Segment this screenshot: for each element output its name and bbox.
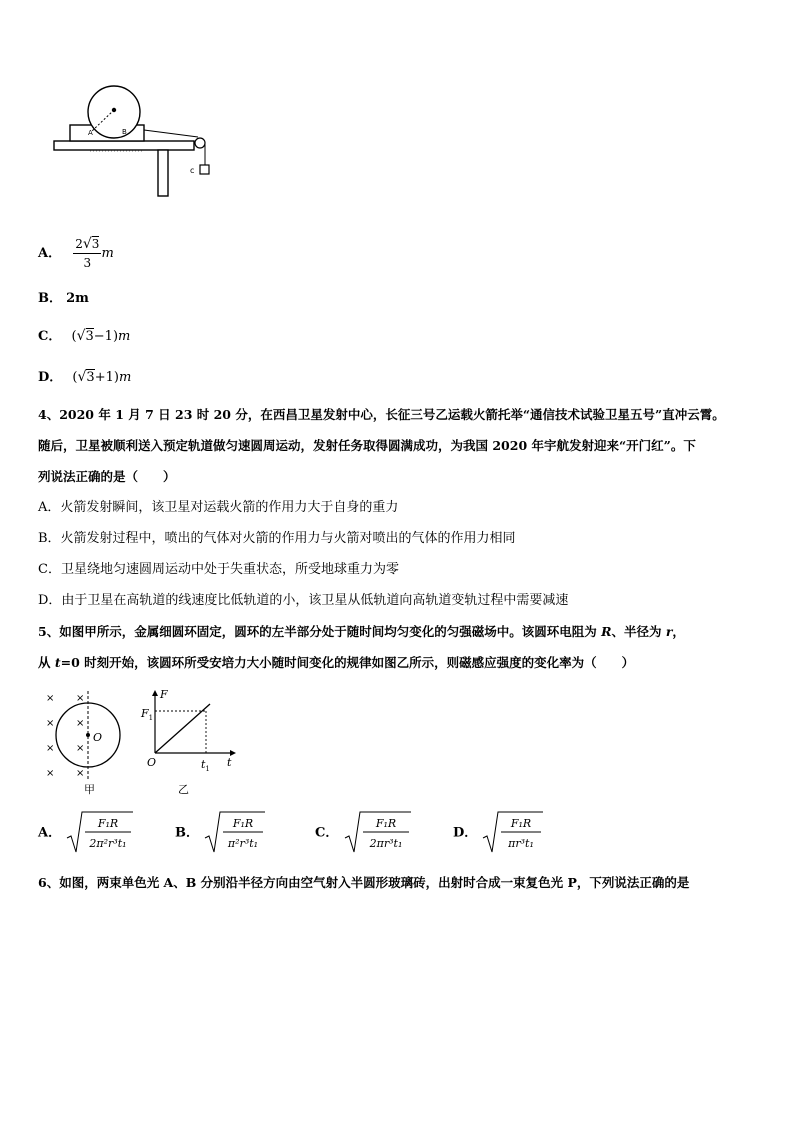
figure-yi [140,688,240,798]
caption-yi: 乙 [178,783,189,796]
cross-mark: × [46,743,55,754]
q4-line-2: 随后，卫星被顺利送入预定轨道做匀速圆周运动，发射任务取得圆满成功，为我国 2020 年宇航发射迎来“开门红”。下 [38,438,696,453]
q4-option-b[interactable]: B．火箭发射过程中，喷出的气体对火箭的作用力与火箭对喷出的气体的作用力相同 [38,531,516,546]
svg-text:πr³t₁: πr³t₁ [508,837,535,850]
svg-text:F₁R: F₁R [232,817,254,830]
cross-mark: × [46,768,55,779]
radical-sign [65,810,135,856]
figure-jia [40,688,135,798]
cross-mark: × [76,693,85,704]
label-c: c [190,166,195,175]
svg-text:2π²r³t₁: 2π²r³t₁ [89,837,127,850]
q4-line-3: 列说法正确的是（ ） [38,469,176,484]
q5-option-a[interactable]: A． F₁R 2π²r³t₁ [38,810,135,860]
cross-mark: × [76,743,85,754]
q5-option-c[interactable]: C． F₁R 2πr³t₁ [315,810,413,860]
q3-option-c[interactable]: C． (√3−1)m [38,328,131,344]
origin-label: O [147,756,157,769]
q5-line-1: 5、如图甲所示，金属细圆环固定，圆环的左半部分处于随时间均匀变化的匀强磁场中。该圆环电阻为 R、半径为 r， [38,624,685,639]
fraction: $\frac{2√3}{3}$ [75,236,100,270]
cross-mark: × [76,768,85,779]
q4-option-c[interactable]: C．卫星绕地匀速圆周运动中处于失重状态，所受地球重力为零 [38,562,399,577]
q3-option-d[interactable]: D． (√3+1)m [38,369,132,385]
pulley-cylinder-figure [50,85,220,200]
q4-option-d[interactable]: D．由于卫星在高轨道的线速度比低轨道的小，该卫星从低轨道向高轨道变轨过程中需要减速 [38,593,569,608]
q4-line-1: 4、2020 年 1 月 7 日 23 时 20 分，在西昌卫星发射中心，长征三号乙运载火箭托举“通信技术试验卫星五号”直冲云霄。 [38,407,725,422]
tick-label-f1: $F_1$ [141,707,154,722]
svg-text:F₁R: F₁R [375,817,396,830]
axis-label-t: t [227,756,232,769]
center-label: O [93,731,103,744]
svg-text:F₁R: F₁R [98,817,119,830]
cross-mark: × [46,693,55,704]
q5-option-b[interactable]: B． F₁R π²r³t₁ [175,810,267,860]
q6-line-1: 6、如图，两束单色光 A、B 分别沿半径方向由空气射入半圆形玻璃砖，出射时合成一束复色光 P，下列说法正确的是 [38,875,690,890]
cross-mark: × [46,718,55,729]
svg-text:π²r³t₁: π²r³t₁ [228,837,259,850]
svg-text:F₁R: F₁R [511,817,532,830]
cross-mark: × [76,718,85,729]
q3-option-a[interactable]: A． $\frac{2√3}{3}$ m [38,236,114,270]
radical-sign [343,810,413,856]
svg-text:B: B [122,128,127,136]
radical-sign [481,810,545,856]
q5-option-d[interactable]: D． F₁R πr³t₁ [453,810,545,860]
q5-line-2: 从 t=0 时刻开始，该圆环所受安培力大小随时间变化的规律如图乙所示，则磁感应强度的变化率为（ ） [38,655,635,670]
svg-text:2πr³t₁: 2πr³t₁ [369,837,402,850]
tick-label-t1: $t_1$ [201,758,210,773]
axis-label-f: F [160,688,168,701]
q3-option-b[interactable]: B． 2m [38,291,89,306]
q4-option-a[interactable]: A．火箭发射瞬间，该卫星对运载火箭的作用力大于自身的重力 [38,500,399,515]
radical-sign [203,810,267,856]
caption-jia: 甲 [84,783,95,796]
svg-text:A: A [88,129,93,137]
